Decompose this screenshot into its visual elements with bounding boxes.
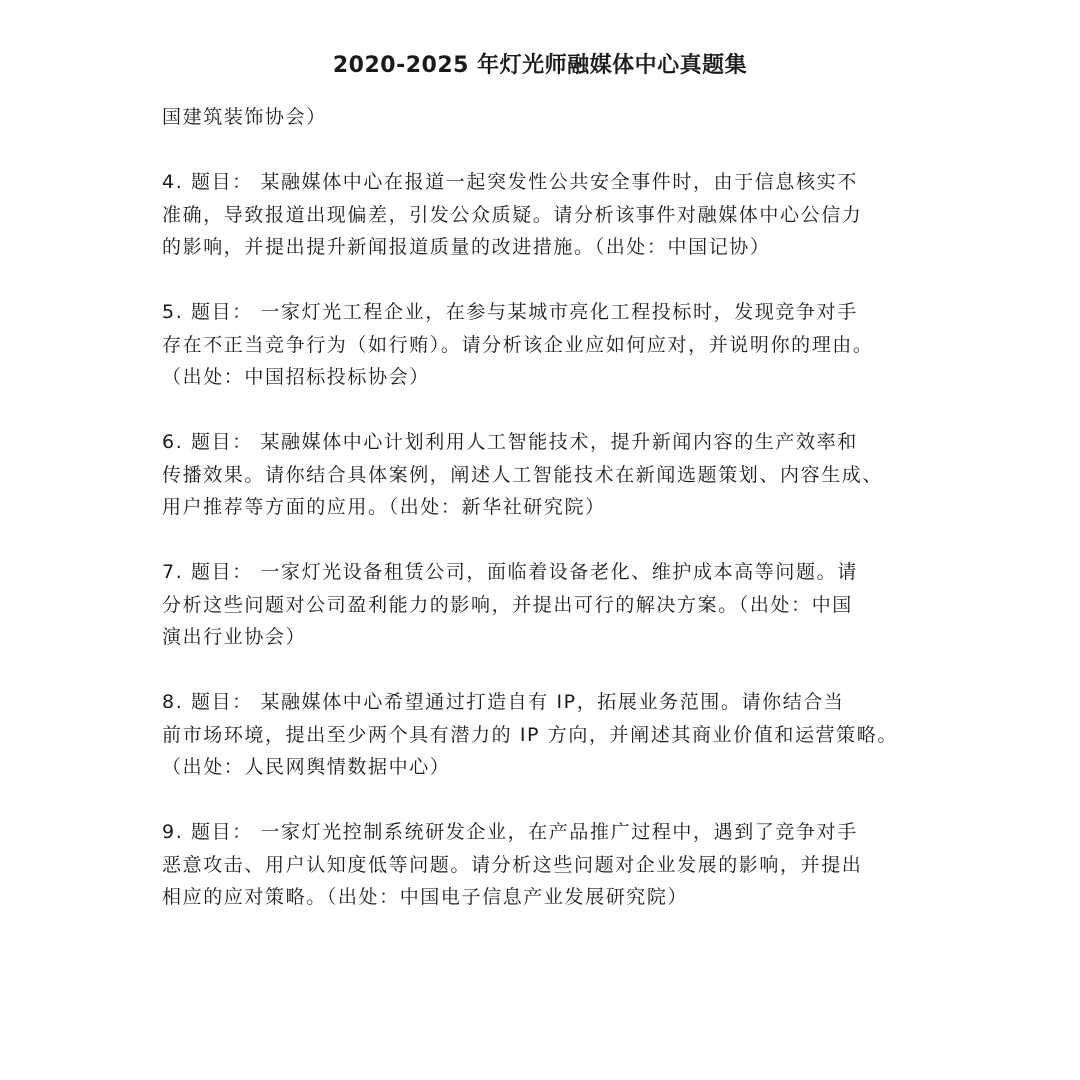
- question-line: 分析这些问题对公司盈利能力的影响，并提出可行的解决方案。（出处：中国: [162, 593, 853, 616]
- question-4: [162, 166, 952, 264]
- question-line: 8. 题目： 某融媒体中心希望通过打造自有 IP，拓展业务范围。请你结合当: [162, 691, 845, 713]
- page-title: 2020-2025 年灯光师融媒体中心真题集: [332, 53, 748, 78]
- question-line: 的影响，并提出提升新闻报道质量的改进措施。（出处：中国记协）: [162, 236, 771, 258]
- document-body: [162, 101, 952, 914]
- question-9: [162, 816, 952, 914]
- paragraph-gap: [162, 134, 952, 167]
- question-line: 相应的应对策略。（出处：中国电子信息产业发展研究院）: [162, 886, 689, 908]
- question-line: 恶意攻击、用户认知度低等问题。请分析这些问题对企业发展的影响，并提出: [162, 853, 863, 876]
- question-line: （出处：中国招标投标协会）: [162, 366, 430, 388]
- question-line: 传播效果。请你结合具体案例，阐述人工智能技术在新闻选题策划、内容生成、: [162, 463, 884, 486]
- question-line: 存在不正当竞争行为（如行贿）。请分析该企业应如何应对，并说明你的理由。: [162, 333, 874, 356]
- question-line: 7. 题目： 一家灯光设备租赁公司，面临着设备老化、维护成本高等问题。请: [162, 561, 858, 583]
- question-7: [162, 556, 952, 654]
- question-line: 演出行业协会）: [162, 626, 307, 648]
- question-line: 9. 题目： 一家灯光控制系统研发企业，在产品推广过程中，遇到了竞争对手: [162, 821, 858, 843]
- paragraph-gap: [162, 394, 952, 427]
- question-8: [162, 686, 952, 784]
- question-5: [162, 296, 952, 394]
- question-line: 5. 题目： 一家灯光工程企业，在参与某城市亮化工程投标时，发现竞争对手: [162, 301, 858, 323]
- question-line: 前市场环境，提出至少两个具有潜力的 IP 方向，并阐述其商业价值和运营策略。: [162, 723, 898, 746]
- paragraph-gap: [162, 654, 952, 687]
- paragraph-gap: [162, 784, 952, 817]
- paragraph-gap: [162, 264, 952, 297]
- paragraph-gap: [162, 524, 952, 557]
- question-6: [162, 426, 952, 524]
- intro-line: 国建筑装饰协会）: [162, 106, 327, 128]
- question-line: 准确，导致报道出现偏差，引发公众质疑。请分析该事件对融媒体中心公信力: [162, 203, 863, 226]
- question-line: 6. 题目： 某融媒体中心计划利用人工智能技术，提升新闻内容的生产效率和: [162, 431, 858, 453]
- question-line: 用户推荐等方面的应用。（出处：新华社研究院）: [162, 496, 606, 518]
- question-line: 4. 题目： 某融媒体中心在报道一起突发性公共安全事件时，由于信息核实不: [162, 171, 858, 193]
- question-line: （出处：人民网舆情数据中心）: [162, 756, 451, 778]
